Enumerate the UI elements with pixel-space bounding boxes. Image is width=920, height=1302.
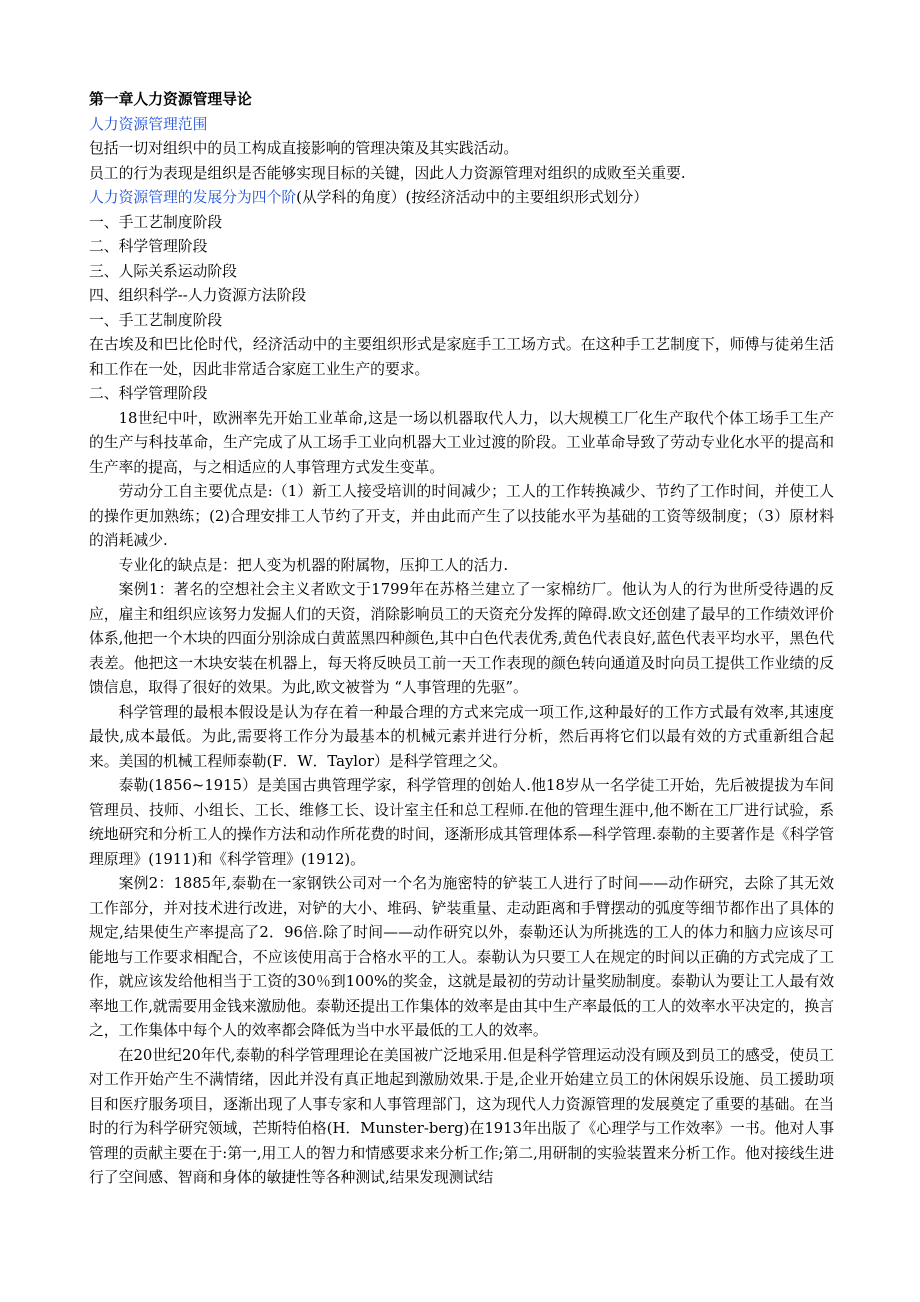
body-paragraph: 专业化的缺点是：把人变为机器的附属物，压抑工人的活力. (118, 556, 509, 574)
scope-paragraph-2: 员工的行为表现是组织是否能够实现目标的关键，因此人力资源管理对组织的成败至关重要. (89, 164, 686, 182)
body-paragraph: 劳动分工自主要优点是:（1）新工人接受培训的时间减少；工人的工作转换减少、节约了工作时间，并使工人的操作更加熟练；(2)合理安排工人节约了开支，并由此而产生了以技能水平为基础的工资等级制度；（3）原材料的消耗减少. (89, 483, 834, 549)
stage-list-item: 四、组织科学--人力资源方法阶段 (89, 287, 307, 304)
body-paragraph: 案例1：著名的空想社会主义者欧文于1799年在苏格兰建立了一家棉纺厂。他认为人的行为世所受待遇的反应，雇主和组织应该努力发掘人们的天资，消除影响员工的天资充分发挥的障碍.欧文还创建了最早的工作绩效评价体系,他把一个木块的四面分别涂成白黄蓝黑四种颜色,其中白色代表优秀,黄色代表良好,蓝色代表平均水平，黑色代表差。他把这一木块安装在机器上，每天将反映员工前一天工作表现的颜色转向通道及时向员工提供工作业绩的反馈信息，取得了很好的效果。为此,欧文被誉为 “人事管理的先驱”。 (89, 581, 834, 696)
body-paragraph: 18世纪中叶，欧洲率先开始工业革命,这是一场以机器取代人力，以大规模工厂化生产取代个体工场手工生产的生产与科技革命，生产完成了从工场手工业向机器大工业过渡的阶段。工业革命导致了劳动专业化水平的提高和生产率的提高，与之相适应的人事管理方式发生变革。 (89, 409, 834, 476)
body-paragraph: 泰勒(1856~1915）是美国古典管理学家，科学管理的创始人.他18岁从一名学徒工开始，先后被提拔为车间管理员、技师、小组长、工长、维修工长、设计室主任和总工程师.在他的管理生涯中,他不断在工厂进行试验，系统地研究和分析工人的操作方法和动作所花费的时间，逐渐形成其管理体系—科学管理.泰勒的主要著作是《科学管理原理》(1911)和《科学管理》(1912)。 (89, 777, 834, 868)
development-heading-blue: 人力资源管理的发展分为四个阶 (89, 189, 297, 206)
stage2-heading: 二、科学管理阶段 (89, 385, 208, 402)
stage1-heading: 一、手工艺制度阶段 (89, 311, 223, 329)
body-paragraph: 科学管理的最根本假设是认为存在着一种最合理的方式来完成一项工作,这种最好的工作方式最有效率,其速度最快,成本最低。为此,需要将工作分为最基本的机械元素并进行分析，然后再将它们以最有效的方式重新组合起来。美国的机械工程师泰勒(F．W．Taylor）是科学管理之父。 (89, 703, 834, 770)
stage-list-item: 三、人际关系运动阶段 (89, 262, 237, 280)
scope-paragraph-1: 包括一切对组织中的员工构成直接影响的管理决策及其实践活动。 (89, 140, 519, 157)
chapter-title: 第一章人力资源管理导论 (89, 91, 252, 108)
development-heading-rest: (从学科的角度）(按经济活动中的主要组织形式划分） (296, 189, 649, 206)
stage-list-item: 二、科学管理阶段 (89, 238, 208, 255)
document-page (89, 88, 834, 1191)
development-heading (89, 186, 834, 211)
stage1-text: 在古埃及和巴比伦时代，经济活动中的主要组织形式是家庭手工工场方式。在这种手工艺制度下，师傅与徒弟生活和工作在一处，因此非常适合家庭工业生产的要求。 (89, 336, 834, 378)
body-paragraph: 在20世纪20年代,泰勒的科学管理理论在美国被广泛地采用.但是科学管理运动没有顾及到员工的感受，使员工对工作开始产生不满情绪，因此并没有真正地起到激励效果.于是,企业开始建立员工的休闲娱乐设施、员工援助项目和医疗服务项目，逐渐出现了人事专家和人事管理部门，这为现代人力资源管理的发展奠定了重要的基础。在当时的行为科学研究领域，芒斯特伯格(H．Munster-berg)在1913年出版了《心理学与工作效率》一书。他对人事管理的贡献主要在于:第一,用工人的智力和情感要求来分析工作;第二,用研制的实验装置来分析工作。他对接线生进行了空间感、智商和身体的敏捷性等各种测试,结果发现测试结 (89, 1046, 834, 1186)
body-paragraph: 案例2：1885年,泰勒在一家钢铁公司对一个名为施密特的铲装工人进行了时间——动作研究，去除了其无效工作部分，并对技术进行改进，对铲的大小、堆码、铲装重量、走动距离和手臂摆动的弧度等细节都作出了具体的规定,结果使生产率提高了2．96倍.除了时间——动作研究以外，泰勒还认为所挑选的工人的体力和脑力应该尽可能地与工作要求相配合，不应该使用高于合格水平的工人。泰勒认为只要工人在规定的时间以正确的方式完成了工作，就应该发给他相当于工资的30％到100%的奖金，这就是最初的劳动计量奖励制度。泰勒认为要让工人最有效率地工作,就需要用金钱来激励他。泰勒还提出工作集体的效率是由其中生产率最低的工人的效率水平决定的，换言之，工作集体中每个人的效率都会降低为当中水平最低的工人的效率。 (89, 875, 834, 1039)
stage-list-item: 一、手工艺制度阶段 (89, 213, 223, 231)
scope-heading: 人力资源管理范围 (89, 115, 208, 133)
